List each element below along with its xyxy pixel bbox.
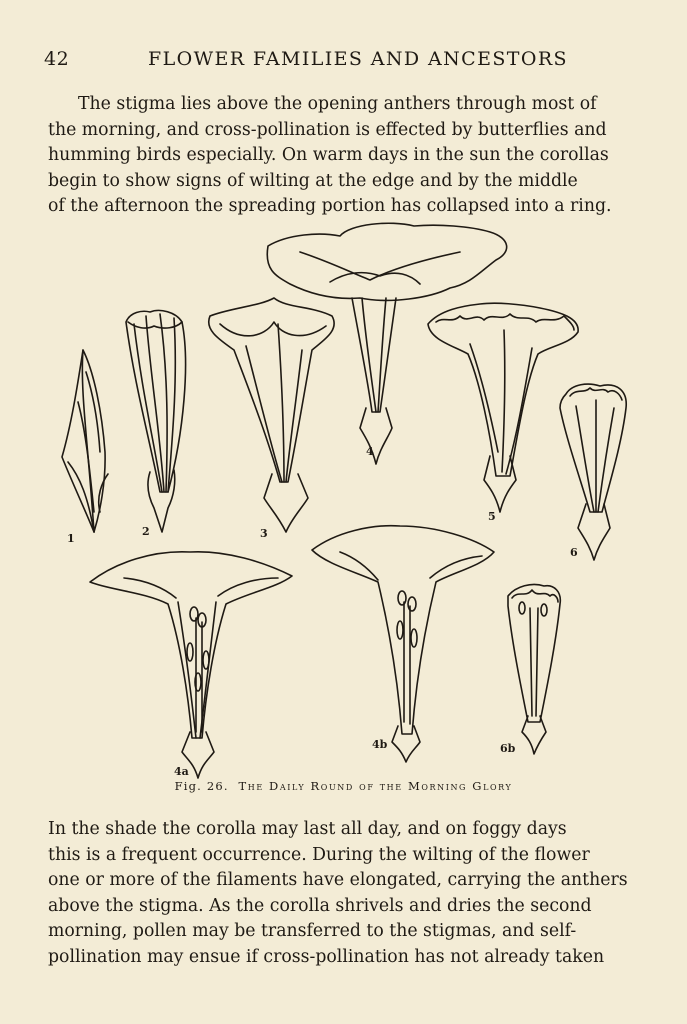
figure-label-1: 1 — [67, 532, 75, 545]
text-line: The stigma lies above the opening anthers through most of — [78, 94, 597, 114]
figure-label-4b: 4b — [372, 738, 388, 751]
page-header — [44, 48, 647, 72]
figure-label-5: 5 — [488, 510, 496, 523]
text-line: In the shade the corolla may last all day, and on foggy days — [48, 819, 567, 839]
figure-label-6b: 6b — [500, 742, 516, 755]
figure-illustration — [50, 212, 640, 797]
paragraph-bottom — [48, 817, 642, 971]
figure-label-4a: 4a — [174, 765, 189, 778]
text-line: this is a frequent occurrence. During the wilting of the flower — [48, 844, 590, 865]
figure-label-4: 4 — [366, 445, 374, 458]
figure-label-6: 6 — [570, 546, 578, 559]
morning-glory-figure — [50, 212, 640, 797]
text-line: of the afternoon the spreading portion has collapsed into a ring. — [48, 196, 612, 217]
text-line: begin to show signs of wilting at the edge and by the middle — [48, 170, 578, 191]
paragraph-top — [48, 92, 642, 220]
flower-6b-section — [500, 584, 560, 755]
flower-4a-section — [90, 552, 292, 778]
text-line: pollination may ensue if cross-pollination has not already taken — [48, 946, 605, 967]
flower-2-opening-bud — [126, 310, 186, 538]
caption-prefix: Fig. 26. — [174, 779, 229, 793]
figure-caption — [0, 779, 687, 793]
flower-4b-section — [312, 526, 494, 762]
text-line: above the stigma. As the corolla shrivels and dries the second — [48, 895, 592, 916]
text-line: morning, pollen may be transferred to the stigmas, and self- — [48, 921, 577, 942]
text-line: one or more of the filaments have elongated, carrying the anthers — [48, 870, 628, 891]
figure-label-2: 2 — [142, 525, 150, 538]
flower-3-partly-open — [209, 298, 334, 540]
caption-text: The Daily Round of the Morning Glory — [238, 779, 513, 793]
flower-5-wilting — [428, 303, 578, 523]
running-title: FLOWER FAMILIES AND ANCESTORS — [148, 48, 568, 70]
flower-1-bud — [62, 350, 108, 545]
page-number: 42 — [44, 48, 70, 70]
flower-4-fully-open — [267, 223, 506, 464]
text-line: the morning, and cross-pollination is effected by butterflies and — [48, 119, 607, 140]
flower-6-collapsed — [560, 384, 626, 560]
figure-label-3: 3 — [260, 527, 268, 540]
text-line: humming birds especially. On warm days in the sun the corollas — [48, 145, 609, 166]
